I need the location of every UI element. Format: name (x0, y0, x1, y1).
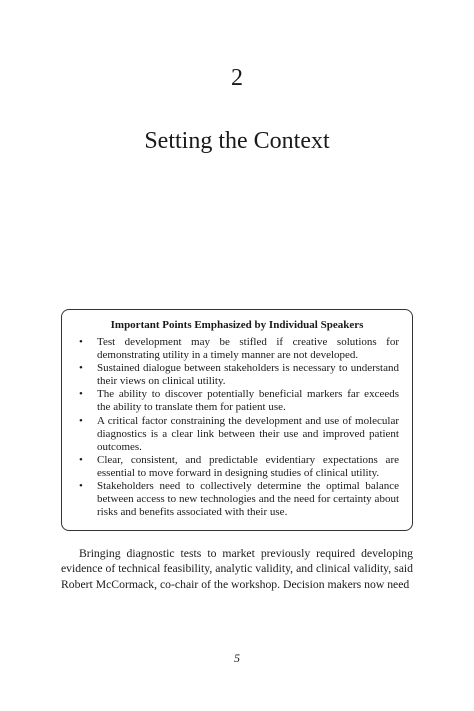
key-point-text: A critical factor constraining the development and use of molecular diagnostics is a clear link between their use and improved patient outcomes. (97, 414, 399, 453)
key-point-item (75, 336, 399, 362)
key-point-item (75, 388, 399, 414)
key-point-text: The ability to discover potentially beneficial markers far exceeds the ability to translate them for patient use. (97, 388, 399, 414)
bullet-icon: • (79, 388, 83, 401)
body-paragraph: Bringing diagnostic tests to market previously required developing evidence of technical feasibility, analytic validity, and clinical validity, said Robert McCormack, co-chair of the workshop. Decision makers now need (61, 547, 413, 591)
key-point-item (75, 454, 399, 480)
chapter-number: 2 (231, 65, 243, 91)
key-point-text: Test development may be stifled if creative solutions for demonstrating utility in a timely manner are not developed. (97, 336, 399, 362)
key-points-box (61, 309, 413, 531)
key-point-item (75, 480, 399, 519)
bullet-icon: • (79, 480, 83, 493)
key-point-text: Sustained dialogue between stakeholders is necessary to understand their views on clinical utility. (97, 362, 399, 388)
key-point-text: Stakeholders need to collectively determine the optimal balance between access to new technologies and the need for certainty about risks and benefits associated with their use. (97, 480, 399, 519)
key-point-item (75, 415, 399, 454)
page-number: 5 (234, 651, 240, 665)
key-point-item (75, 362, 399, 388)
key-points-list (75, 336, 399, 519)
chapter-title: Setting the Context (144, 128, 330, 154)
bullet-icon: • (79, 336, 83, 348)
bullet-icon: • (79, 362, 83, 375)
key-point-text: Clear, consistent, and predictable evidentiary expectations are essential to move forward in designing studies of clinical utility. (97, 453, 399, 479)
key-points-title: Important Points Emphasized by Individual Speakers (110, 319, 364, 331)
bullet-icon: • (79, 414, 83, 427)
bullet-icon: • (79, 453, 83, 466)
